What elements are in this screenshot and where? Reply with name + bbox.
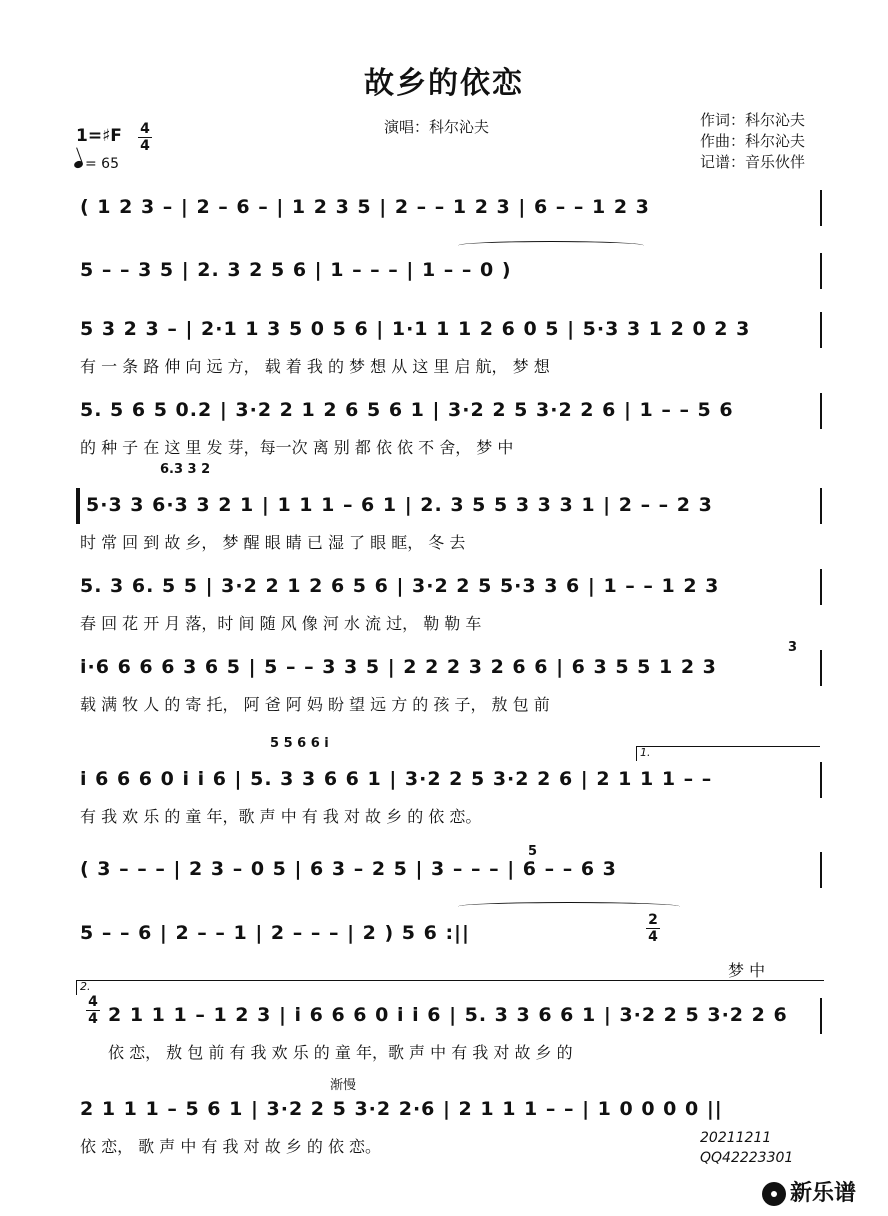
barline bbox=[820, 312, 822, 348]
time-change bbox=[646, 912, 660, 945]
notes: 5 – – 3 5 | 2. 3 2 5 6 | 1 – – – | 1 – – 0 ) bbox=[80, 259, 512, 281]
singer-credit: 演唱：科尔沁夫 bbox=[384, 118, 490, 136]
notes: ( 3 – – – | 2 3 – 0 5 | 6 3 – 2 5 | 3 – – – | 6 – – 6 3 bbox=[80, 858, 617, 880]
footer-date bbox=[700, 1128, 793, 1168]
vinyl-disc-icon bbox=[762, 1182, 786, 1206]
score-row-4 bbox=[80, 399, 820, 469]
time-return-bottom: 4 bbox=[88, 1011, 98, 1027]
score-row-11 bbox=[80, 980, 820, 1074]
grace-fraction: 5 bbox=[528, 844, 538, 859]
credits-block bbox=[700, 110, 805, 173]
barline bbox=[820, 488, 822, 524]
barline bbox=[820, 393, 822, 429]
score-row-6 bbox=[80, 575, 820, 645]
score-row-5 bbox=[80, 494, 820, 564]
site-logo[interactable] bbox=[762, 1176, 856, 1207]
time-return-top: 4 bbox=[86, 994, 100, 1011]
time-return bbox=[86, 994, 100, 1027]
tie-arc bbox=[458, 902, 680, 911]
composer-credit: 作曲：科尔沁夫 bbox=[700, 132, 806, 150]
notes: 5·3 3 6·3 3 2 1 | 1 1 1 – 6 1 | 2. 3 5 5 3 3 3 1 | 2 – – 2 3 bbox=[86, 494, 713, 516]
logo-text: 新乐谱 bbox=[790, 1181, 857, 1206]
ritardando-mark: 渐慢 bbox=[330, 1078, 357, 1093]
repeat-start-bar bbox=[76, 488, 80, 524]
score-row-1 bbox=[80, 196, 820, 266]
tie-arc bbox=[458, 241, 644, 250]
score-row-7 bbox=[80, 640, 820, 726]
barline bbox=[820, 190, 822, 226]
second-ending bbox=[76, 980, 824, 995]
notes: 5. 5 6 5 0.2 | 3·2 2 1 2 6 5 6 1 | 3·2 2 5 3·2 2 6 | 1 – – 5 6 bbox=[80, 399, 734, 421]
notes: 5 3 2 3 – | 2·1 1 3 5 0 5 6 | 1·1 1 1 2 6 0 5 | 5·3 3 1 2 0 2 3 bbox=[80, 318, 751, 340]
date-text: 20211211 bbox=[700, 1130, 772, 1146]
grace-notes-2: 5 5 6 6 i bbox=[270, 736, 329, 751]
grace-notes: 6.3 3 2 bbox=[160, 462, 211, 477]
notes: 2 1 1 1 – 1 2 3 | i 6 6 6 0 i i 6 | 5. 3 3 6 6 1 | 3·2 2 5 3·2 2 6 bbox=[108, 1004, 788, 1026]
second-ending-label: 2. bbox=[80, 980, 91, 993]
qq-text: QQ42223301 bbox=[700, 1150, 794, 1166]
lyrics: 时 常 回 到 故 乡， 梦 醒 眼 睛 已 湿 了 眼 眶， 冬 去 bbox=[80, 533, 466, 552]
quarter-note-icon bbox=[73, 160, 84, 170]
time-top: 4 bbox=[138, 121, 152, 138]
score-row-9 bbox=[80, 844, 820, 928]
barline bbox=[820, 569, 822, 605]
lyrics: 有 我 欢 乐 的 童 年，歌 声 中 有 我 对 故 乡 的 依 恋。 bbox=[80, 807, 482, 826]
tempo-value: = 65 bbox=[85, 156, 119, 172]
lyrics: 载 满 牧 人 的 寄 托， 阿 爸 阿 妈 盼 望 远 方 的 孩 子， 敖 包 前 bbox=[80, 695, 550, 714]
lyrics: 依 恋， 歌 声 中 有 我 对 故 乡 的 依 恋。 bbox=[80, 1137, 382, 1156]
tempo-marking bbox=[74, 156, 119, 172]
time-change-bottom: 4 bbox=[648, 929, 658, 945]
barline bbox=[820, 998, 822, 1034]
lyrics: 有 一 条 路 伸 向 远 方， 载 着 我 的 梦 想 从 这 里 启 航， 梦 想 bbox=[80, 357, 550, 376]
lyrics: 梦 中 bbox=[728, 961, 766, 980]
score-row-8 bbox=[80, 746, 820, 838]
barline bbox=[820, 650, 822, 686]
time-signature bbox=[138, 121, 152, 154]
notes: ( 1 2 3 – | 2 – 6 – | 1 2 3 5 | 2 – – 1 2 3 | 6 – – 1 2 3 bbox=[80, 196, 650, 218]
barline bbox=[820, 762, 822, 798]
notes: 2 1 1 1 – 5 6 1 | 3·2 2 5 3·2 2·6 | 2 1 1 1 – – | 1 0 0 0 0 || bbox=[80, 1098, 723, 1120]
time-bottom: 4 bbox=[140, 138, 150, 154]
time-change-top: 2 bbox=[646, 912, 660, 929]
triplet-mark: 3 bbox=[788, 640, 798, 655]
score-row-3 bbox=[80, 318, 820, 388]
barline bbox=[820, 253, 822, 289]
key-signature: 1=♯F bbox=[76, 126, 122, 146]
transcriber-credit: 记谱：音乐伙伴 bbox=[700, 153, 806, 171]
notes: 5 – – 6 | 2 – – 1 | 2 – – – | 2 ) 5 6 :|| bbox=[80, 922, 470, 944]
first-ending bbox=[636, 746, 820, 761]
lyrics: 依 恋， 敖 包 前 有 我 欢 乐 的 童 年，歌 声 中 有 我 对 故 乡 的 bbox=[108, 1043, 573, 1062]
notes: i 6 6 6 0 i i 6 | 5. 3 3 6 6 1 | 3·2 2 5 3·2 2 6 | 2 1 1 1 – – bbox=[80, 768, 713, 790]
lyrics: 春 回 花 开 月 落，时 间 随 风 像 河 水 流 过， 勒 勒 车 bbox=[80, 614, 482, 633]
lyrics: 的 种 子 在 这 里 发 芽，每一次 离 别 都 依 依 不 舍， 梦 中 bbox=[80, 438, 514, 457]
lyricist-credit: 作词：科尔沁夫 bbox=[700, 111, 806, 129]
notes: 5. 3 6. 5 5 | 3·2 2 1 2 6 5 6 | 3·2 2 5 5·3 3 6 | 1 – – 1 2 3 bbox=[80, 575, 720, 597]
first-ending-label: 1. bbox=[640, 746, 651, 759]
song-title: 故乡的依恋 bbox=[364, 66, 524, 101]
barline bbox=[820, 852, 822, 888]
notes: i·6 6 6 6 3 6 5 | 5 – – 3 3 5 | 2 2 2 3 2 6 6 | 6 3 5 5 1 2 3 bbox=[80, 656, 717, 678]
